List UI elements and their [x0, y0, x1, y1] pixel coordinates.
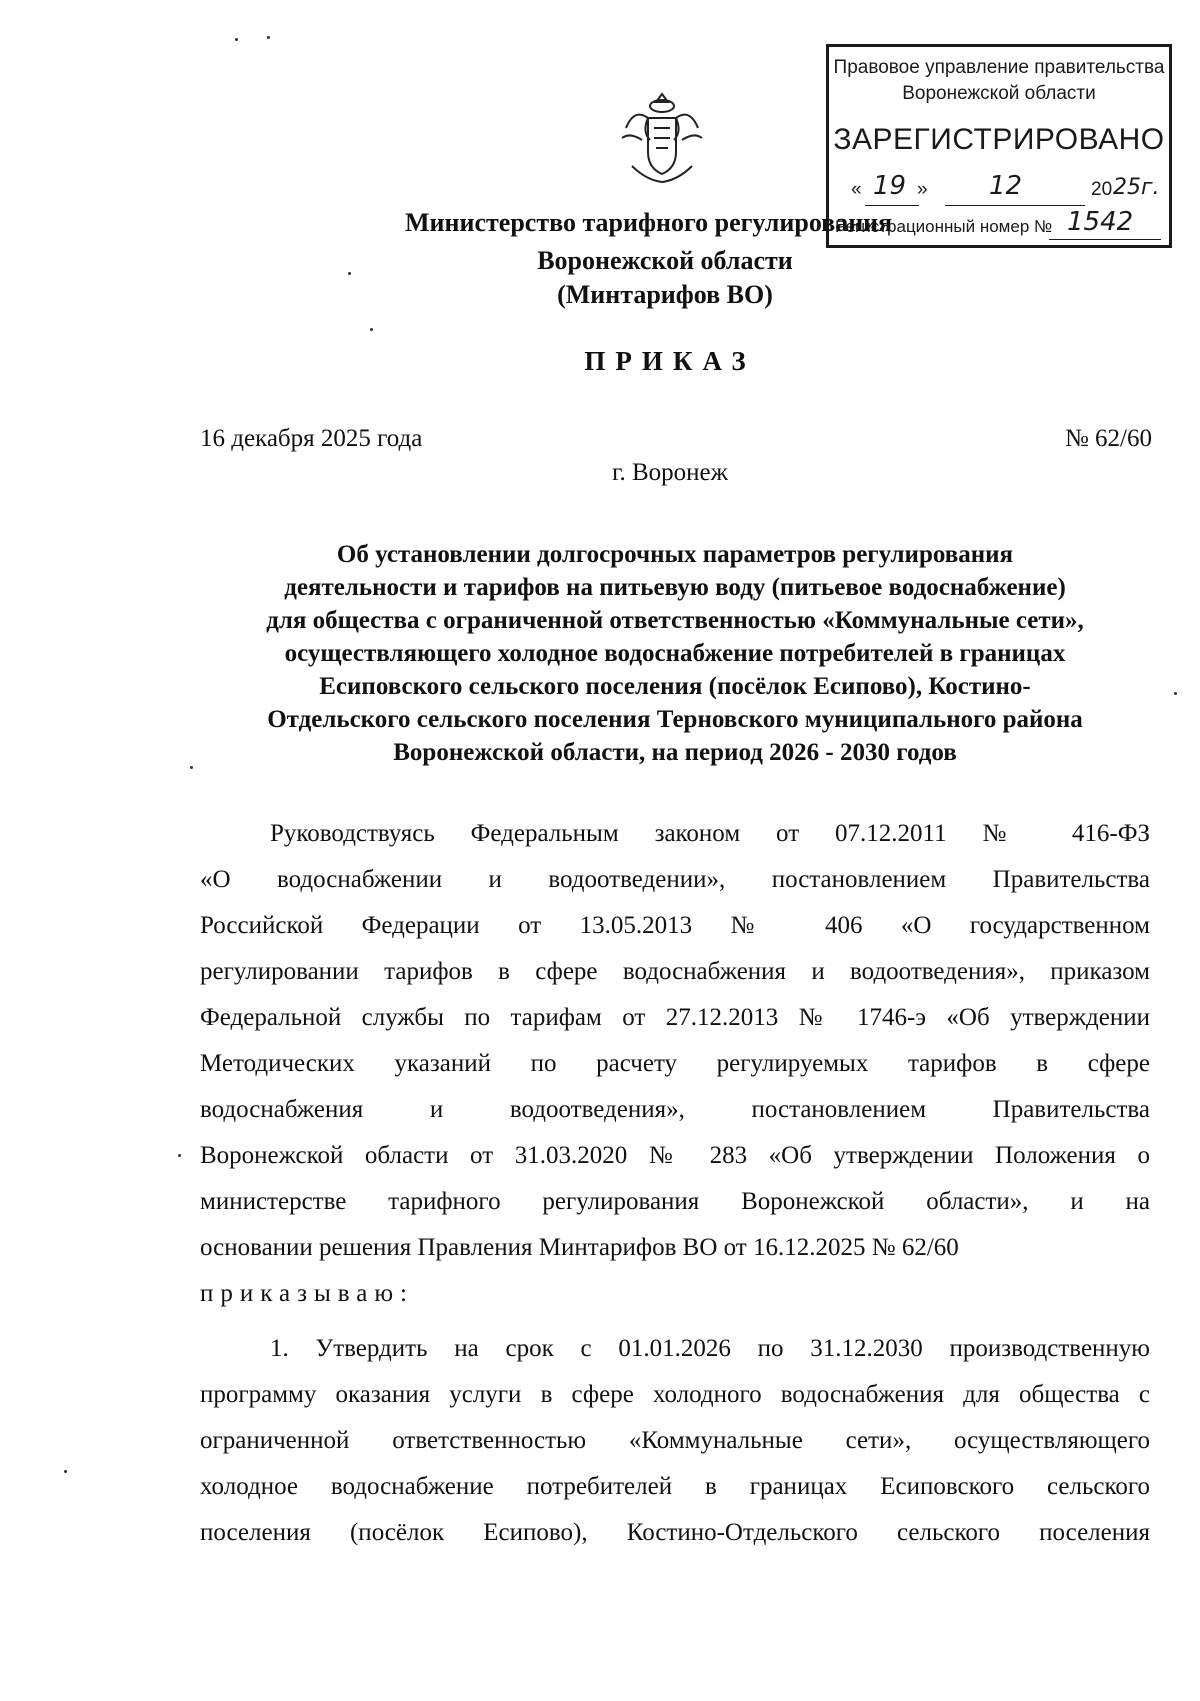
item1-line: 1. Утвердить на срок с 01.01.2026 по 31.12.2030 производственную	[270, 1335, 1150, 1362]
order-word: приказываю:	[200, 1280, 414, 1307]
scan-speck	[267, 36, 270, 39]
title-line: Есиповского сельского поселения (посёлок Есипово), Костино-	[319, 673, 1031, 700]
stamp-reg-label: Регистрационный номер №	[835, 217, 1053, 236]
stamp-authority-line1: Правовое управление правительства	[833, 57, 1165, 78]
item1-line: ограниченной ответственностью «Коммунальные сети», осуществляющего	[200, 1427, 1150, 1454]
item1-line: программу оказания услуги в сфере холодного водоснабжения для общества с	[200, 1381, 1150, 1408]
body-line: Российской Федерации от 13.05.2013 № 406 «О государственном	[200, 912, 1150, 939]
scan-speck	[235, 38, 238, 41]
stamp-year-prefix: 20	[1091, 179, 1113, 200]
body-line: Федеральной службы по тарифам от 27.12.2013 № 1746-э «Об утверждении	[200, 1004, 1150, 1031]
ministry-abbreviation: (Минтарифов ВО)	[557, 280, 773, 309]
title-line: Об установлении долгосрочных параметров регулирования	[336, 541, 1014, 568]
scan-speck	[1174, 692, 1177, 695]
stamp-authority-line2: Воронежской области	[902, 83, 1096, 104]
stamp-month: 12	[989, 171, 1023, 201]
scan-speck	[178, 1154, 181, 1157]
order-title	[200, 538, 1150, 769]
title-line: Воронежской области, на период 2026 - 2030 годов	[393, 739, 957, 766]
body-line: регулировании тарифов в сфере водоснабжения и водоотведения», приказом	[200, 958, 1150, 985]
ministry-name-line2: Воронежской области	[537, 246, 793, 275]
scan-speck	[190, 766, 193, 769]
title-line: деятельности и тарифов на питьевую воду (питьевое водоснабжение)	[284, 574, 1066, 601]
body-line: Воронежской области от 31.03.2020 № 283 «Об утверждении Положения о	[200, 1142, 1150, 1169]
ministry-name-line1: Министерство тарифного регулирования	[405, 208, 893, 237]
body-line: «О водоснабжении и водоотведении», постановлением Правительства	[200, 866, 1150, 893]
stamp-quote-open: «	[851, 179, 862, 200]
stamp-registered-label: ЗАРЕГИСТРИРОВАНО	[833, 123, 1165, 156]
order-number: № 62/60	[1064, 425, 1152, 452]
body-line: министерстве тарифного регулирования Воронежской области», и на	[200, 1188, 1150, 1215]
stamp-day: 19	[873, 171, 907, 201]
scan-speck	[64, 1470, 67, 1473]
stamp-month-underline	[945, 205, 1085, 206]
scan-speck	[348, 272, 351, 275]
body-line: водоснабжения и водоотведения», постановлением Правительства	[200, 1096, 1150, 1123]
title-line: Отдельского сельского поселения Терновского муниципального района	[267, 706, 1083, 733]
order-date: 16 декабря 2025 года	[200, 425, 423, 452]
body-line: Методических указаний по расчету регулируемых тарифов в сфере	[200, 1050, 1150, 1077]
body-line: основании решения Правления Минтарифов ВО от 16.12.2025 № 62/60	[200, 1234, 959, 1261]
document-type-heading: ПРИКАЗ	[584, 346, 756, 376]
stamp-number-underline	[1049, 239, 1161, 240]
coat-of-arms-emblem	[612, 88, 712, 188]
item1-line: холодное водоснабжение потребителей в границах Есиповского сельского	[200, 1473, 1150, 1500]
stamp-quote-close: »	[917, 179, 928, 200]
stamp-date-row	[851, 171, 1160, 207]
order-city: г. Воронеж	[612, 459, 728, 486]
stamp-reg-number: 1542	[1067, 207, 1134, 237]
body-line: Руководствуясь Федеральным законом от 07.12.2011 № 416-ФЗ	[270, 820, 1150, 847]
stamp-year-suffix: 25г.	[1113, 175, 1160, 200]
title-line: для общества с ограниченной ответственностью «Коммунальные сети»,	[266, 607, 1084, 634]
title-line: осуществляющего холодное водоснабжение потребителей в границах	[284, 640, 1066, 667]
scan-speck	[370, 328, 373, 331]
item1-line: поселения (посёлок Есипово), Костино-Отдельского сельского поселения	[200, 1519, 1150, 1546]
stamp-day-underline	[865, 205, 919, 206]
